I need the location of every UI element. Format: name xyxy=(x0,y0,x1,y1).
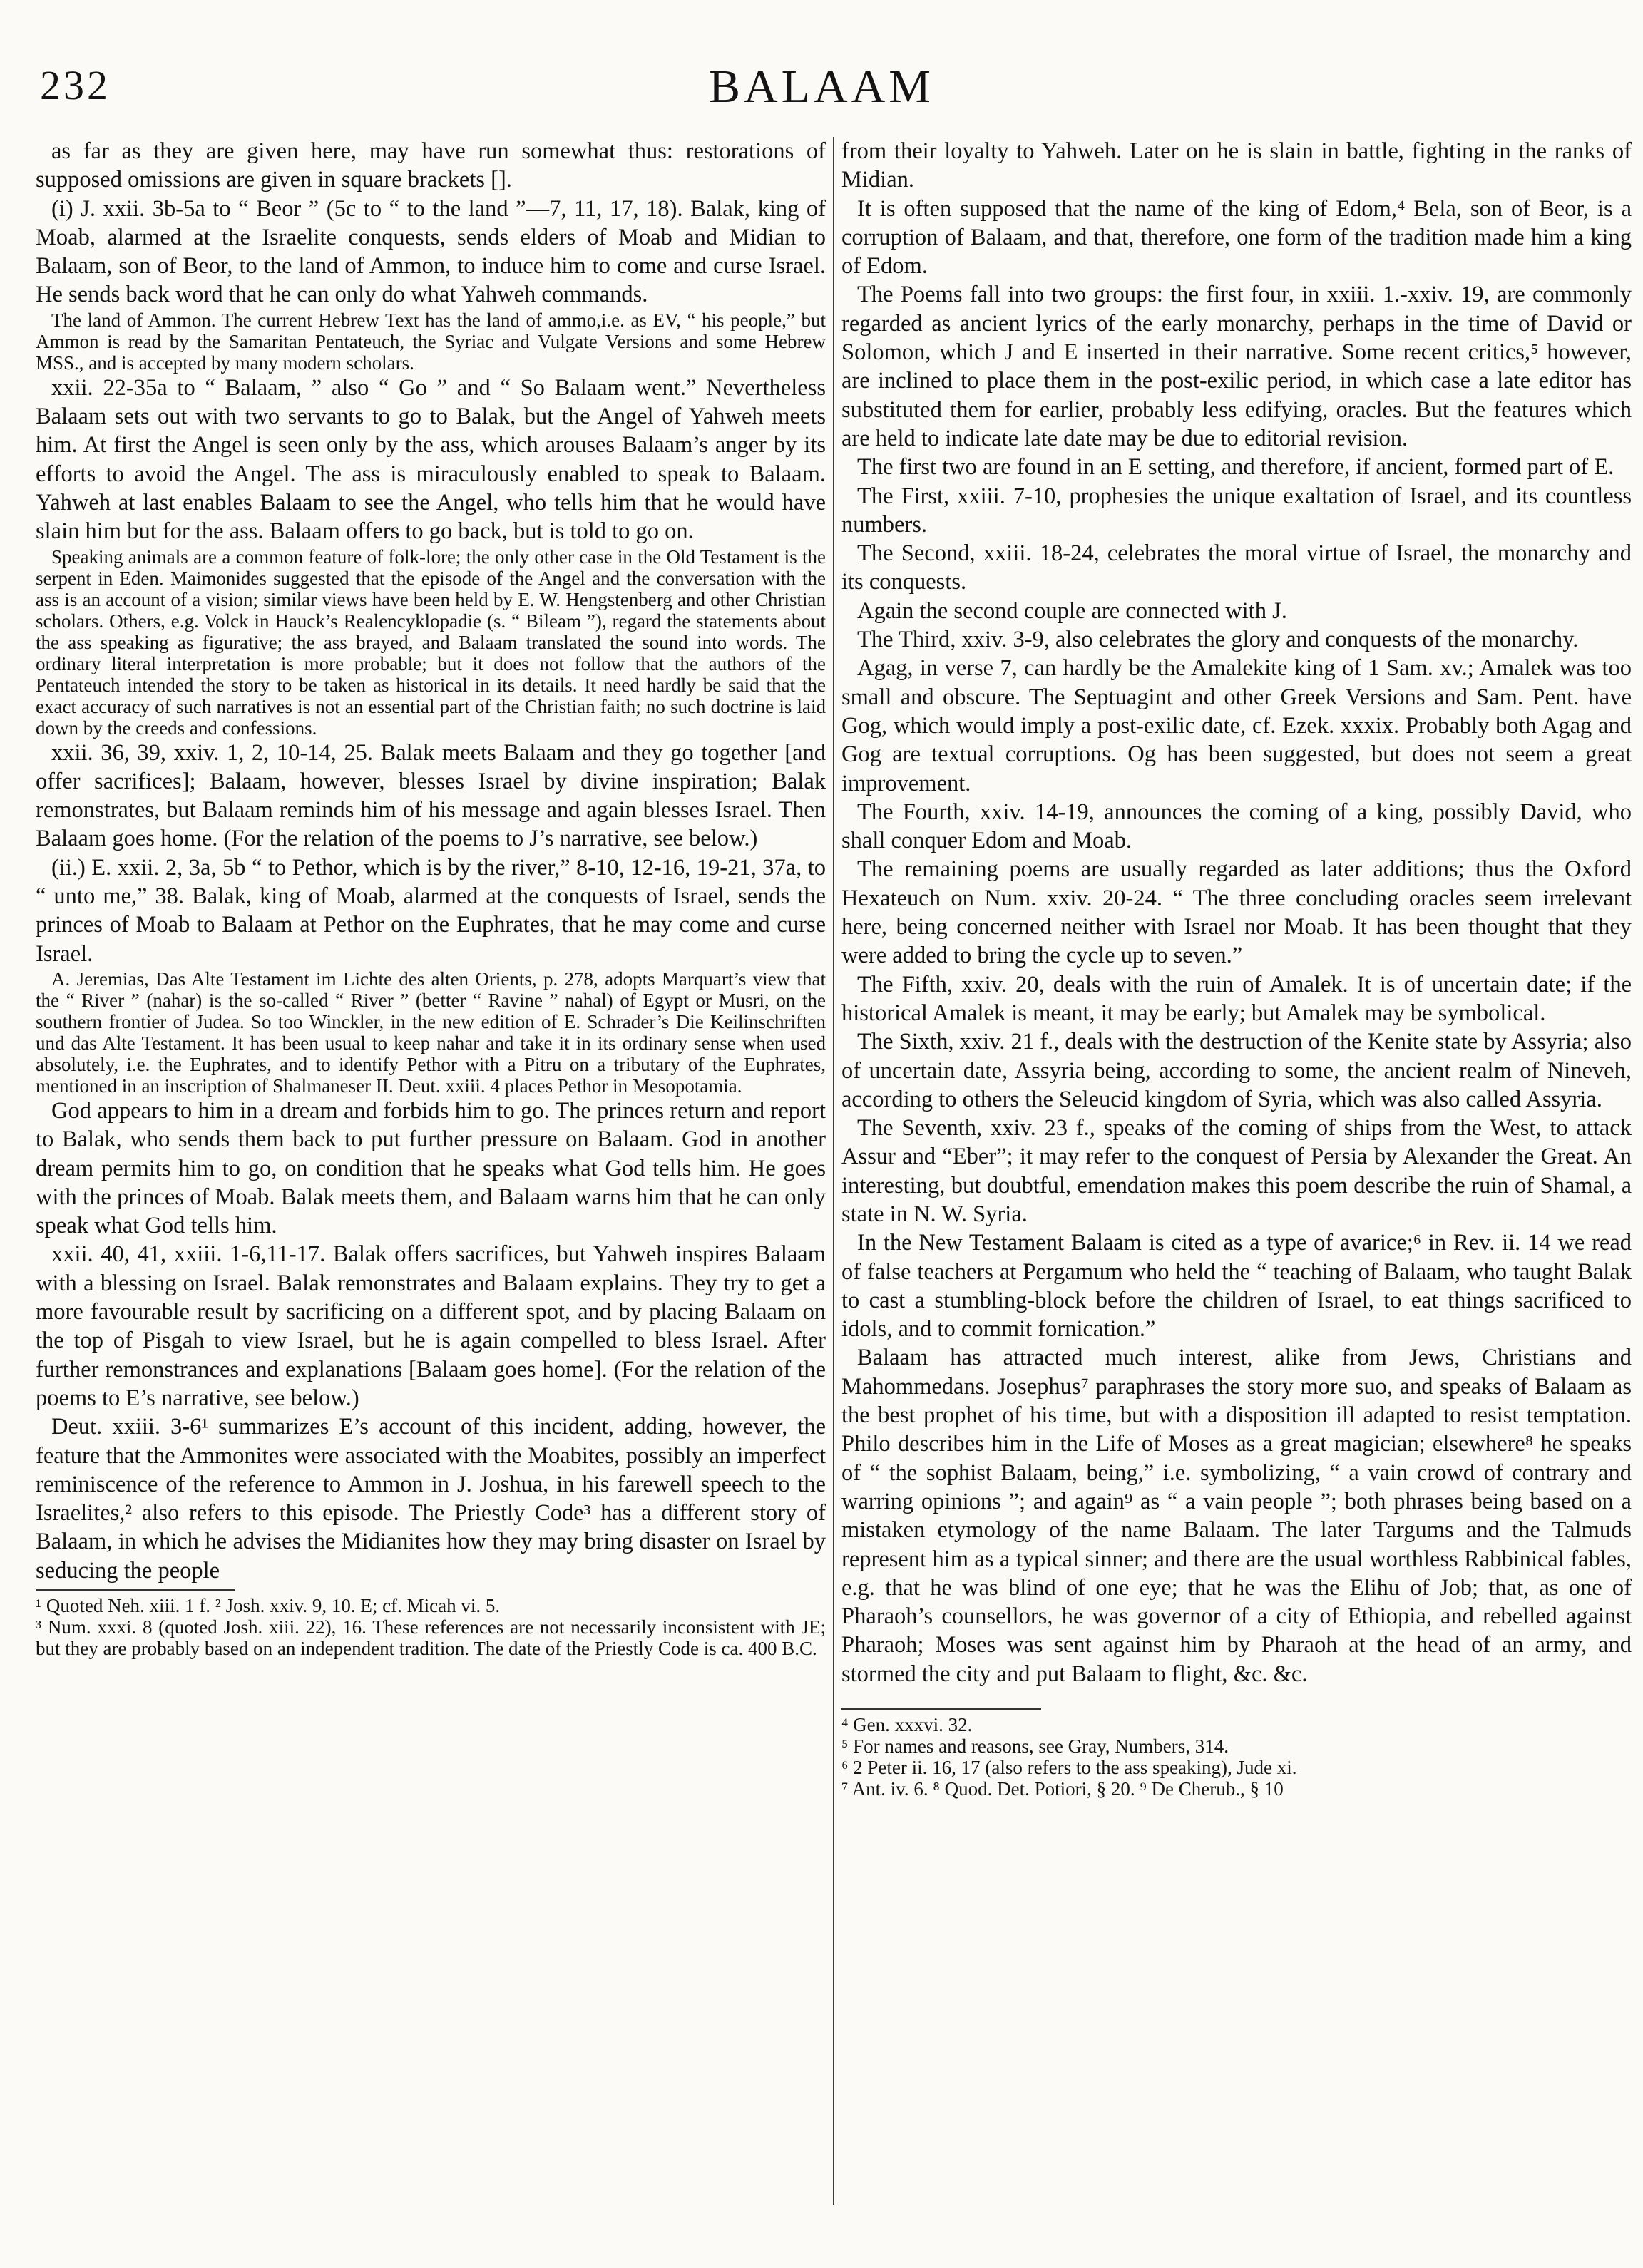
body-paragraph: xxii. 36, 39, xxiv. 1, 2, 10-14, 25. Balak meets Balaam and they go together [and offer sacrifices]; Balaam, however, blesses Israel by divine inspiration; Balak remonstrates, but Balaam reminds him of his message and again blesses Israel. Then Balaam goes home. (For the relation of the poems to J’s narrative, see below.) xyxy=(36,739,826,852)
body-paragraph: The Second, xxiii. 18-24, celebrates the moral virtue of Israel, the monarchy and its conquests. xyxy=(841,540,1632,595)
note-paragraph: A. Jeremias, Das Alte Testament im Lichte des alten Orients, p. 278, adopts Marquart’s view that the “ River ” (nahar) is the so-called “ River ” (better “ Ravine ” nahal) of Egypt or Musri, on the southern frontier of Judea. So too Winckler, in the new edition of E. Schrader’s Die Keilinschriften und das Alte Testament. It has been usual to keep nahar and take it in its ordinary sense when used absolutely, i.e. the Euphrates, and to identify Pethor with a Pitru on a tributary of the Euphrates, mentioned in an inscription of Shalmaneser II. Deut. xxiii. 4 places Pethor in Mesopotamia. xyxy=(36,968,826,1097)
body-paragraph: (i) J. xxii. 3b-5a to “ Beor ” (5c to “ to the land ”—7, 11, 17, 18). Balak, king of Moab, alarmed at the Israelite conquests, sends elders of Moab and Midian to Balaam, son of Beor, to the land of Ammon, to induce him to come and curse Israel. He sends back word that he can only do what Yahweh commands. xyxy=(36,195,826,308)
body-paragraph: Agag, in verse 7, can hardly be the Amalekite king of 1 Sam. xv.; Amalek was too small and obscure. The Septuagint and other Greek Versions and Sam. Pent. have Gog, which would imply a post-exilic date, cf. Ezek. xxxix. Probably both Agag and Gog are textual corruptions. Og has been suggested, but does not seem a great improvement. xyxy=(841,655,1632,796)
body-paragraph: xxii. 22-35a to “ Balaam, ” also “ Go ” and “ So Balaam went.” Nevertheless Balaam sets out with two servants to go to Balak, but the Angel of Yahweh meets him. At first the Angel is seen only by the ass, which arouses Balaam’s anger by its efforts to avoid the Angel. The ass is miraculously enabled to speak to Balaam. Yahweh at last enables Balaam to see the Angel, who tells him that he would have slain him but for the ass. Balaam offers to go back, but is told to go on. xyxy=(36,374,826,545)
footnote: ⁶ 2 Peter ii. 16, 17 (also refers to the ass speaking), Jude xi. xyxy=(841,1757,1297,1779)
footnote: ⁷ Ant. iv. 6. ⁸ Quod. Det. Potiori, § 20. ⁹ De Cherub., § 10 xyxy=(841,1778,1284,1800)
footnote: ⁵ For names and reasons, see Gray, Numbers, 314. xyxy=(841,1735,1229,1758)
body-paragraph: The Fifth, xxiv. 20, deals with the ruin of Amalek. It is of uncertain date; if the historical Amalek is meant, it may be early; but Amalek may be symbolical. xyxy=(841,971,1632,1026)
running-head: BALAAM xyxy=(708,61,934,113)
body-paragraph: Again the second couple are connected with J. xyxy=(857,597,1287,624)
body-paragraph: The Third, xxiv. 3-9, also celebrates the glory and conquests of the monarchy. xyxy=(857,627,1579,653)
note-paragraph: The land of Ammon. The current Hebrew Text has the land of ammo,i.e. as EV, “ his people,” but Ammon is read by the Samaritan Pentateuch, the Syriac and Vulgate Versions and some Hebrew MSS., and is accepted by many modern scholars. xyxy=(36,309,826,374)
body-paragraph: In the New Testament Balaam is cited as a type of avarice;⁶ in Rev. ii. 14 we read of false teachers at Pergamum who held the “ teaching of Balaam, who taught Balak to cast a stumbling-block before the children of Israel, to eat things sacrificed to idols, and to commit fornication.” xyxy=(841,1230,1632,1343)
body-paragraph: The Fourth, xxiv. 14-19, announces the coming of a king, possibly David, who shall conquer Edom and Moab. xyxy=(841,799,1632,854)
left-footnote-rule xyxy=(36,1589,235,1591)
body-paragraph: from their loyalty to Yahweh. Later on he is slain in battle, fighting in the ranks of Midian. xyxy=(841,138,1632,193)
body-paragraph: The Seventh, xxiv. 23 f., speaks of the coming of ships from the West, to attack Assur and “Eber”; it may refer to the conquest of Persia by Alexander the Great. An interesting, but doubtful, emendation makes this poem describe the ruin of Shamal, a state in N. W. Syria. xyxy=(841,1115,1632,1227)
footnote: ⁴ Gen. xxxvi. 32. xyxy=(841,1714,973,1736)
body-paragraph: Balaam has attracted much interest, alike from Jews, Christians and Mahommedans. Josephus⁷ paraphrases the story more suo, and speaks of Balaam as the best prophet of his time, but with a disposition ill adapted to resist temptation. Philo describes him in the Life of Moses as a great magician; elsewhere⁸ he speaks of “ the sophist Balaam, being,” i.e. symbolizing, “ a vain crowd of contrary and warring opinions ”; and again⁹ as “ a vain people ”; both phrases being based on a mistaken etymology of the name Balaam. The later Targums and the Talmuds represent him as a typical sinner; and there are the usual worthless Rabbinical fables, e.g. that he was blind of one eye; that he was the Elihu of Job; that, as one of Pharaoh’s counsellors, he was governor of a city of Ethiopia, and rebelled against Pharaoh; Moses was sent against him by Pharaoh at the head of an army, and stormed the city and put Balaam to flight, &c. &c. xyxy=(841,1345,1632,1687)
body-paragraph: The first two are found in an E setting, and therefore, if ancient, formed part of E. xyxy=(857,454,1614,481)
body-paragraph: as far as they are given here, may have run somewhat thus: restorations of supposed omissions are given in square brackets []. xyxy=(36,138,826,193)
body-paragraph: God appears to him in a dream and forbids him to go. The princes return and report to Balak, who sends them back to put further pressure on Balaam. God in another dream permits him to go, on condition that he speaks what God tells him. He goes with the princes of Moab. Balak meets them, and Balaam warns him that he can only speak what God tells him. xyxy=(36,1097,826,1239)
left-footnotes xyxy=(36,1595,826,1659)
column-divider xyxy=(833,137,834,2205)
body-paragraph: The remaining poems are usually regarded as later additions; thus the Oxford Hexateuch on Num. xxiv. 20-24. “ The three concluding oracles seem irrelevant here, being concerned neither with Israel nor Moab. It has been thought that they were added to bring the cycle up to seven.” xyxy=(841,856,1632,969)
body-paragraph: The Sixth, xxiv. 21 f., deals with the destruction of the Kenite state by Assyria; also of uncertain date, Assyria being, according to some, the ancient realm of Nineveh, according to others the Seleucid kingdom of Syria, which was also called Assyria. xyxy=(841,1029,1632,1112)
body-paragraph: The First, xxiii. 7-10, prophesies the unique exaltation of Israel, and its countless numbers. xyxy=(841,483,1632,538)
note-paragraph: Speaking animals are a common feature of folk-lore; the only other case in the Old Testament is the serpent in Eden. Maimonides suggested that the episode of the Angel and the conversation with the ass is an account of a vision; similar views have been held by E. W. Hengstenberg and other Christian scholars. Others, e.g. Volck in Hauck’s Realencyklopadie (s. “ Bileam ”), regard the statements about the ass speaking as figurative; the ass brayed, and Balaam translated the sound into words. The ordinary literal interpretation is more probable; but it does not follow that the authors of the Pentateuch intended the story to be taken as historical in its details. It need hardly be said that the exact accuracy of such narratives is not an essential part of the Christian faith; no such doctrine is laid down by the creeds and confessions. xyxy=(36,545,826,739)
body-paragraph: Deut. xxiii. 3-6¹ summarizes E’s account of this incident, adding, however, the feature that the Ammonites were associated with the Moabites, possibly an imperfect reminiscence of the reference to Ammon in J. Joshua, in his farewell speech to the Israelites,² also refers to this episode. The Priestly Code³ has a different story of Balaam, in which he advises the Midianites how they may bring disaster on Israel by seducing the people xyxy=(36,1414,826,1584)
right-column-body xyxy=(841,137,1632,1688)
body-paragraph: The Poems fall into two groups: the first four, in xxiii. 1.-xxiv. 19, are commonly regarded as ancient lyrics of the early monarchy, perhaps in the time of David or Solomon, which J and E inserted in their narrative. Some recent critics,⁵ however, are inclined to place them in the post-exilic period, in which case a late editor has substituted them for earlier, probably less edifying, oracles. But the features which are held to indicate late date may be due to editorial revision. xyxy=(841,282,1632,451)
footnote: ³ Num. xxxi. 8 (quoted Josh. xiii. 22), 16. These references are not necessarily inconsistent with JE; but they are probably based on an independent tradition. The date of the Priestly Code is ca. 400 B.C. xyxy=(36,1616,826,1659)
right-column xyxy=(841,137,1632,1800)
left-column xyxy=(36,137,826,1659)
body-paragraph: (ii.) E. xxii. 2, 3a, 5b “ to Pethor, which is by the river,” 8-10, 12-16, 19-21, 37a, to “ unto me,” 38. Balak, king of Moab, alarmed at the conquests of Israel, sends the princes of Moab to Balaam at Pethor on the Euphrates, that he may come and curse Israel. xyxy=(36,854,826,967)
footnote: ¹ Quoted Neh. xiii. 1 f. ² Josh. xxiv. 9, 10. E; cf. Micah vi. 5. xyxy=(36,1594,501,1616)
left-column-body xyxy=(36,137,826,1585)
right-footnotes xyxy=(841,1714,1632,1800)
page-number: 232 xyxy=(40,62,111,108)
right-footnote-rule xyxy=(841,1708,1041,1710)
body-paragraph: xxii. 40, 41, xxiii. 1-6,11-17. Balak offers sacrifices, but Yahweh inspires Balaam with a blessing on Israel. Balak remonstrates and Balaam explains. They try to get a more favourable result by sacrificing on a different spot, and by placing Balaam on the top of Pisgah to view Israel, but he is again compelled to bless Israel. After further remonstrances and explanations [Balaam goes home]. (For the relation of the poems to E’s narrative, see below.) xyxy=(36,1241,826,1411)
body-paragraph: It is often supposed that the name of the king of Edom,⁴ Bela, son of Beor, is a corruption of Balaam, and that, therefore, one form of the tradition made him a king of Edom. xyxy=(841,195,1632,279)
